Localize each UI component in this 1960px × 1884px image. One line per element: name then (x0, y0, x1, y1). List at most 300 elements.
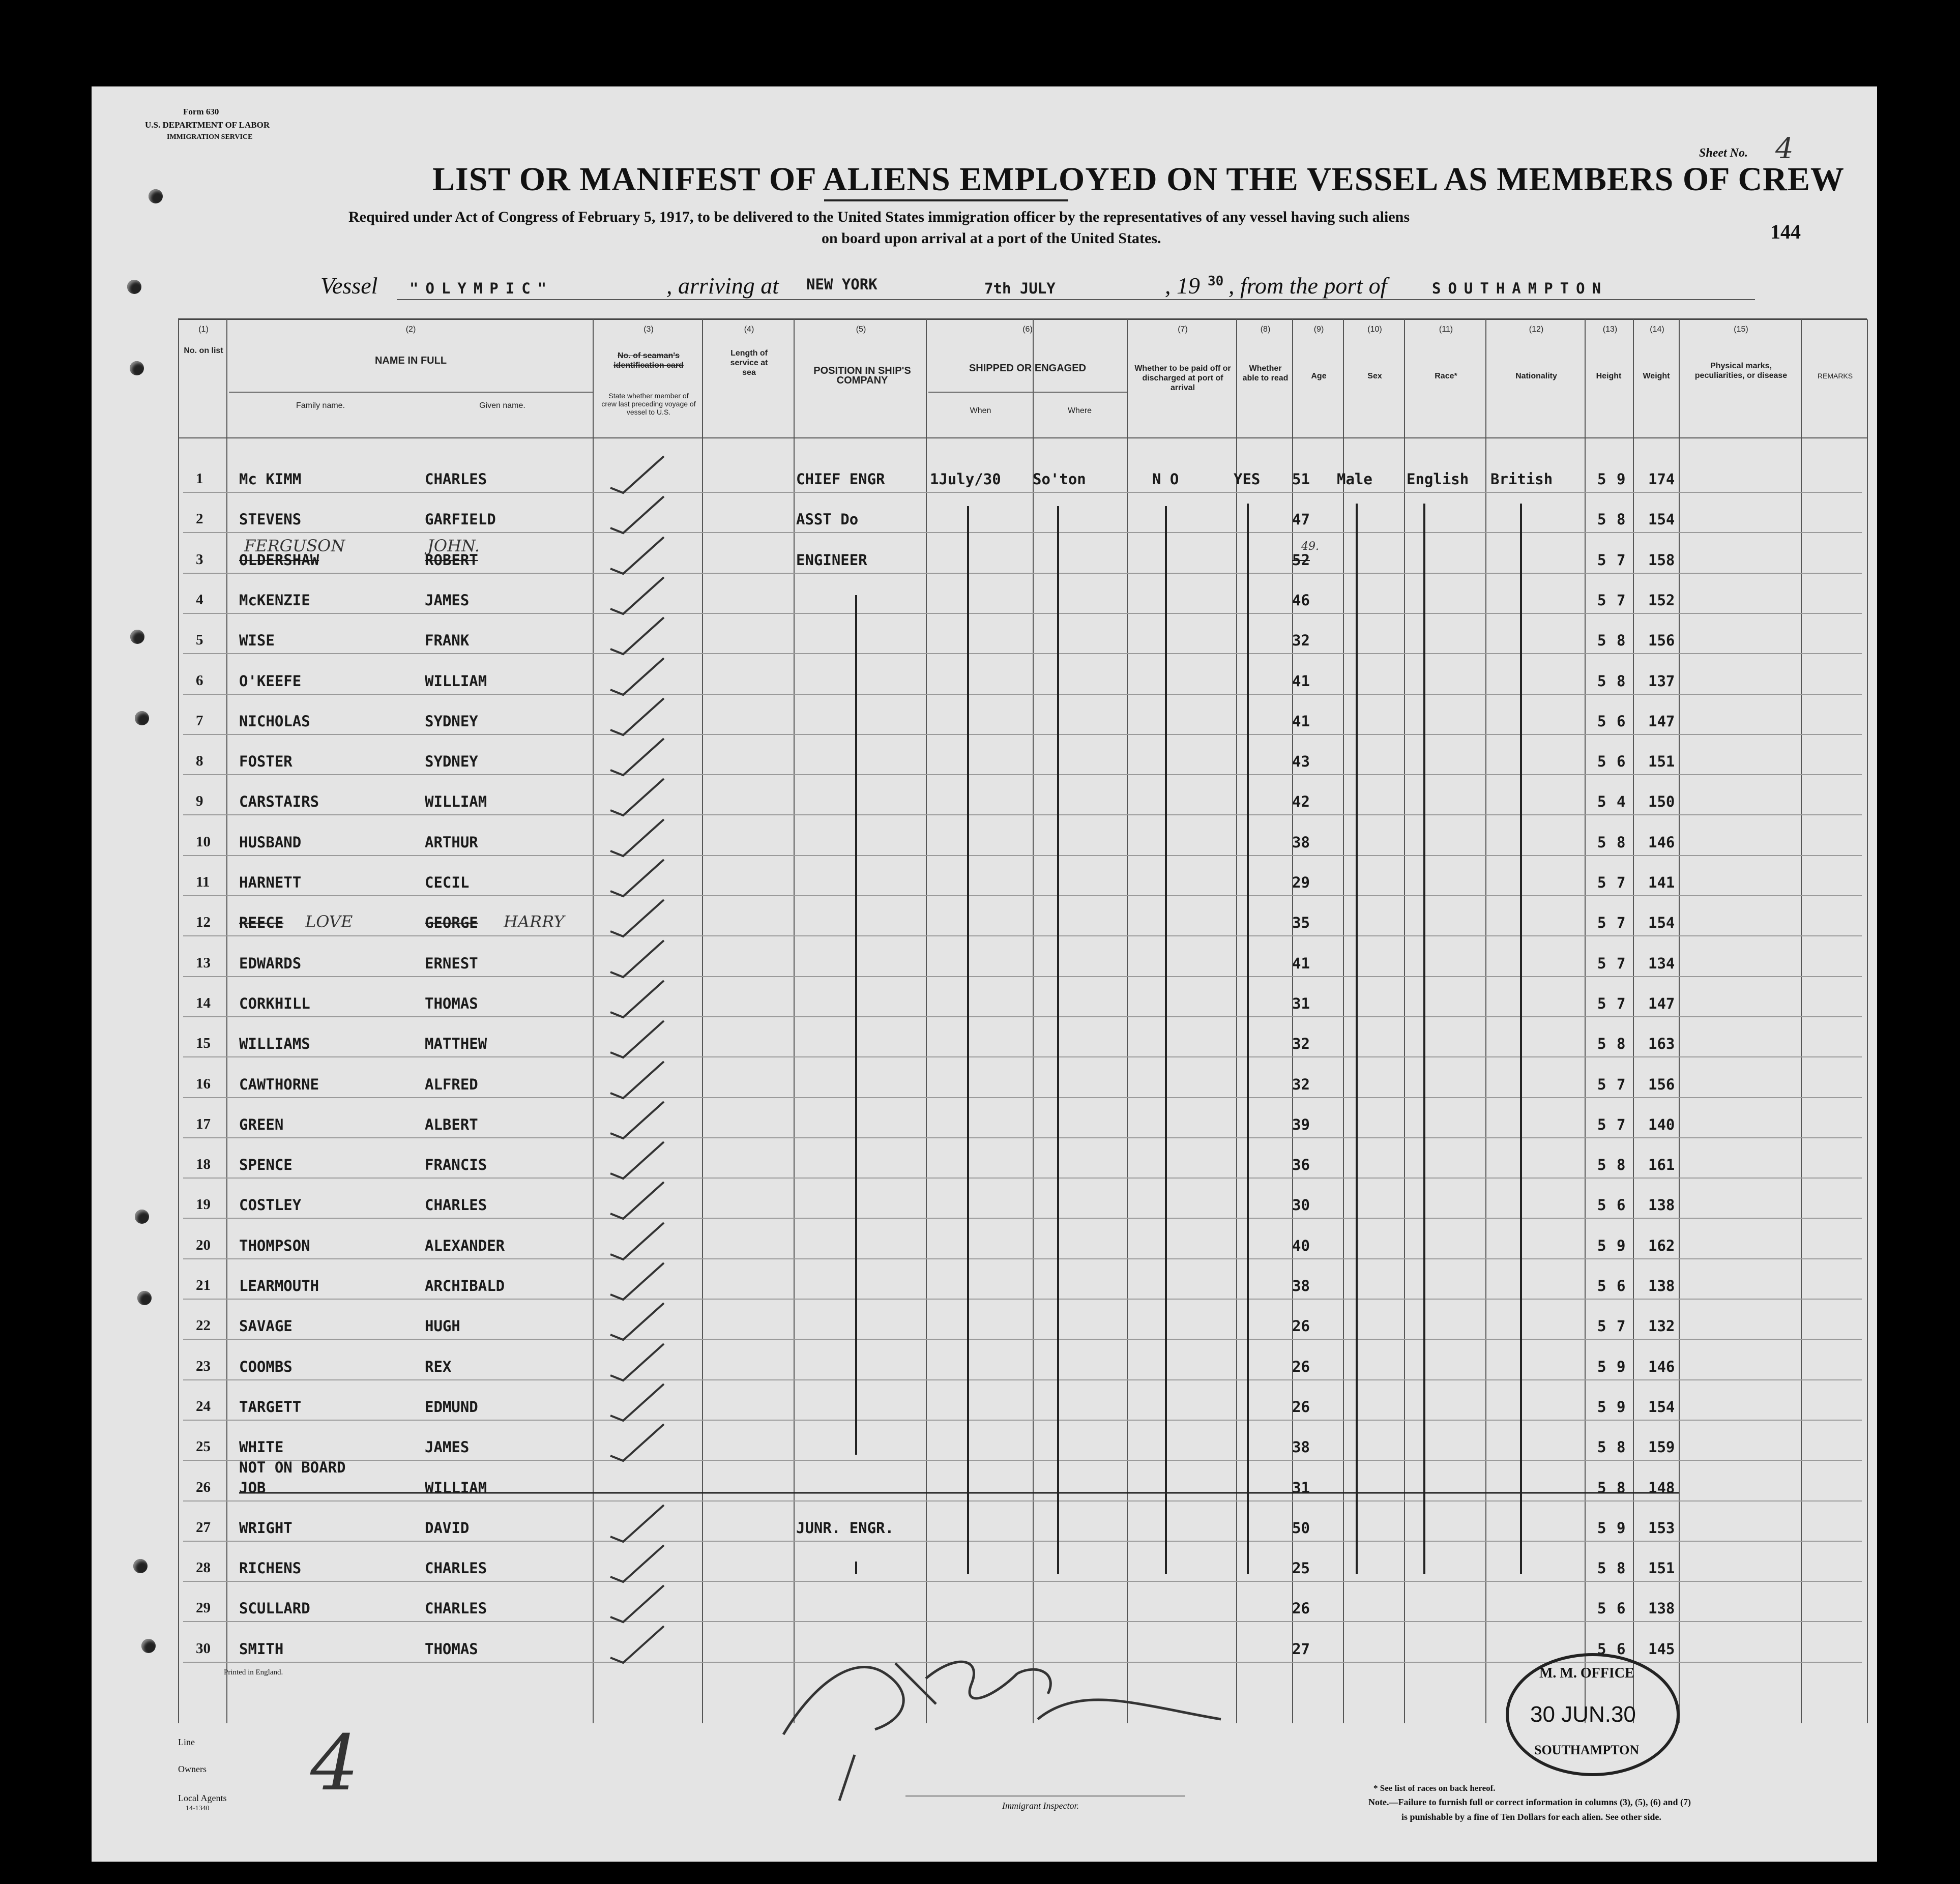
given-name: DAVID (425, 1519, 470, 1537)
height-inches: 6 (1617, 713, 1626, 730)
height-inches: 8 (1617, 1479, 1626, 1496)
age: 47 (1292, 511, 1310, 528)
weight: 138 (1648, 1600, 1675, 1617)
age: 42 (1292, 793, 1310, 810)
height-inches: 9 (1617, 1398, 1626, 1416)
row-number: 7 (196, 713, 203, 729)
family-name: WRIGHT (239, 1519, 292, 1537)
position: JUNR. ENGR. (796, 1519, 894, 1537)
weight: 147 (1648, 713, 1675, 730)
height-inches: 9 (1617, 1358, 1626, 1375)
row-number: 8 (196, 753, 203, 769)
weight: 156 (1648, 1076, 1675, 1093)
note-line-2: is punishable by a fine of Ten Dollars for each alien. See other side. (1401, 1812, 1661, 1822)
family-name: McKENZIE (239, 592, 310, 609)
family-name: CARSTAIRS (239, 793, 319, 810)
col2b-header: Given name. (479, 401, 525, 410)
family-name: FOSTER (239, 753, 292, 770)
weight: 154 (1648, 1398, 1675, 1416)
family-name: EDWARDS (239, 955, 302, 972)
given-name: CECIL (425, 874, 470, 891)
col9-num: (9) (1313, 325, 1324, 334)
race: English (1407, 470, 1469, 488)
weight: 161 (1648, 1156, 1675, 1173)
age: 31 (1292, 995, 1310, 1012)
height-inches: 8 (1617, 1035, 1626, 1052)
row-number: 18 (196, 1156, 211, 1172)
handwritten-given-correction: JOHN. (427, 536, 480, 555)
family-name: HARNETT (239, 874, 302, 891)
row-number: 3 (196, 551, 203, 568)
stamp-top: M. M. OFFICE (1539, 1665, 1634, 1681)
given-name: WILLIAM (425, 672, 487, 690)
given-name: GARFIELD (425, 511, 496, 528)
age: 41 (1292, 955, 1310, 972)
given-name: THOMAS (425, 1640, 478, 1658)
col6b-header: Where (1067, 406, 1092, 415)
weight: 138 (1648, 1277, 1675, 1294)
height-inches: 6 (1617, 1277, 1626, 1294)
col8-num: (8) (1260, 325, 1271, 334)
row-number: 13 (196, 955, 211, 971)
arriving-label: , arriving at (666, 273, 779, 299)
handwritten-family-correction: FERGUSON (244, 536, 345, 555)
age: 26 (1292, 1317, 1310, 1335)
handwritten-family-correction: LOVE (305, 912, 353, 931)
row-number: 22 (196, 1317, 211, 1334)
family-name: RICHENS (239, 1559, 302, 1577)
age: 31 (1292, 1479, 1310, 1496)
col10-header: Sex (1367, 372, 1382, 380)
col15-header: Physical marks, peculiarities, or disease (1694, 362, 1788, 380)
height-feet: 5 (1597, 1156, 1606, 1173)
family-name: COSTLEY (239, 1196, 302, 1214)
check-mark (610, 1182, 664, 1219)
row-number: 11 (196, 874, 210, 890)
age: 52 (1292, 551, 1310, 569)
owners-label: Owners (178, 1764, 207, 1774)
family-name: COOMBS (239, 1358, 292, 1375)
age: 51 (1292, 470, 1310, 488)
check-mark (610, 1585, 664, 1622)
height-inches: 7 (1617, 874, 1626, 891)
weight: 154 (1648, 511, 1675, 528)
height-inches: 4 (1617, 793, 1626, 810)
check-mark (610, 698, 664, 735)
age: 50 (1292, 1519, 1310, 1537)
line-label: Line (178, 1737, 195, 1747)
weight: 153 (1648, 1519, 1675, 1537)
given-name: GEORGE (425, 914, 478, 931)
age: 36 (1292, 1156, 1310, 1173)
height-feet: 5 (1597, 1196, 1606, 1214)
binder-hole (130, 361, 144, 375)
row-number: 4 (196, 592, 203, 608)
check-mark (610, 537, 664, 574)
check-mark (610, 1062, 664, 1098)
col13-num: (13) (1602, 325, 1618, 334)
row-number: 30 (196, 1640, 211, 1657)
height-inches: 8 (1617, 672, 1626, 690)
col13-header: Height (1596, 372, 1622, 380)
row-number: 15 (196, 1035, 211, 1051)
family-name: SMITH (239, 1640, 284, 1658)
height-inches: 8 (1617, 632, 1626, 649)
col6a-header: When (970, 406, 991, 415)
handwritten-age-correction: 49. (1301, 540, 1319, 553)
age: 35 (1292, 914, 1310, 931)
col8-header: Whether able to read (1242, 364, 1289, 382)
age: 26 (1292, 1398, 1310, 1416)
height-inches: 9 (1617, 1237, 1626, 1254)
check-mark (610, 1263, 664, 1300)
given-name: CHARLES (425, 1600, 487, 1617)
height-inches: 7 (1617, 914, 1626, 931)
col4-header: Length of service at sea (730, 349, 768, 377)
height-feet: 5 (1597, 1479, 1606, 1496)
binder-hole (130, 630, 144, 644)
age: 25 (1292, 1559, 1310, 1577)
height-feet: 5 (1597, 713, 1606, 730)
binder-hole (133, 1559, 148, 1573)
subtitle-line-2: on board upon arrival at a port of the United States. (822, 230, 1161, 247)
row-number: 10 (196, 834, 211, 850)
height-inches: 7 (1617, 592, 1626, 609)
family-name: HUSBAND (239, 834, 302, 851)
weight: 174 (1648, 470, 1675, 488)
height-feet: 5 (1597, 592, 1606, 609)
height-feet: 5 (1597, 1237, 1606, 1254)
position: ASST Do (796, 511, 859, 528)
family-name: WISE (239, 632, 275, 649)
inspector-label: Immigrant Inspector. (1002, 1801, 1079, 1811)
family-name: WHITE (239, 1438, 284, 1456)
family-name: LEARMOUTH (239, 1277, 319, 1294)
able-to-read: YES (1234, 470, 1261, 488)
age: 38 (1292, 1277, 1310, 1294)
family-name: WILLIAMS (239, 1035, 310, 1052)
height-feet: 5 (1597, 1398, 1606, 1416)
family-name: Mc KIMM (239, 470, 302, 488)
handwritten-given-correction: HARRY (504, 912, 565, 931)
weight: 151 (1648, 753, 1675, 770)
height-feet: 5 (1597, 1076, 1606, 1093)
given-name: REX (425, 1358, 452, 1375)
weight: 154 (1648, 914, 1675, 931)
printed-in: Printed in England. (224, 1668, 283, 1676)
given-name: ARCHIBALD (425, 1277, 505, 1294)
family-name: O'KEEFE (239, 672, 302, 690)
agents-label: Local Agents (178, 1793, 227, 1803)
vessel-name: "OLYMPIC" (409, 280, 554, 297)
given-name: SYDNEY (425, 753, 478, 770)
weight: 145 (1648, 1640, 1675, 1658)
subtitle-line-1: Required under Act of Congress of February 5, 1917, to be delivered to the United States immigration officer by the representatives of any vessel having such aliens (348, 209, 1410, 225)
weight: 151 (1648, 1559, 1675, 1577)
check-mark (610, 900, 664, 936)
position: CHIEF ENGR (796, 470, 885, 488)
height-inches: 7 (1617, 1317, 1626, 1335)
family-name: SAVAGE (239, 1317, 292, 1335)
family-name: NICHOLAS (239, 713, 310, 730)
height-feet: 5 (1597, 1277, 1606, 1294)
from-port-label: , from the port of (1228, 273, 1387, 299)
age: 27 (1292, 1640, 1310, 1658)
given-name: SYDNEY (425, 713, 478, 730)
check-mark (610, 779, 664, 815)
age: 29 (1292, 874, 1310, 891)
office-stamp (1506, 1653, 1680, 1776)
check-mark (610, 1424, 664, 1461)
binder-hole (127, 280, 141, 294)
handwritten-four: 4 (310, 1719, 359, 1808)
agents-ref: 14-1340 (186, 1805, 210, 1812)
row-number: 2 (196, 511, 203, 527)
position: ENGINEER (796, 551, 867, 569)
height-feet: 5 (1597, 1600, 1606, 1617)
row-number: 25 (196, 1438, 211, 1455)
height-feet: 5 (1597, 511, 1606, 528)
height-inches: 7 (1617, 995, 1626, 1012)
height-inches: 8 (1617, 511, 1626, 528)
col11-num: (11) (1439, 325, 1453, 334)
col2-num: (2) (405, 325, 416, 334)
height-inches: 7 (1617, 955, 1626, 972)
family-name: SCULLARD (239, 1600, 310, 1617)
age: 43 (1292, 753, 1310, 770)
check-mark (610, 1303, 664, 1340)
given-name: ALFRED (425, 1076, 478, 1093)
weight: 146 (1648, 1358, 1675, 1375)
row-number: 23 (196, 1358, 211, 1374)
height-feet: 5 (1597, 1116, 1606, 1133)
check-mark (610, 739, 664, 775)
col7-num: (7) (1178, 325, 1188, 334)
height-inches: 7 (1617, 1076, 1626, 1093)
weight: 132 (1648, 1317, 1675, 1335)
arrival-port: NEW YORK (806, 276, 877, 293)
weight: 152 (1648, 592, 1675, 609)
weight: 137 (1648, 672, 1675, 690)
given-name: EDMUND (425, 1398, 478, 1416)
age: 30 (1292, 1196, 1310, 1214)
given-name: CHARLES (425, 470, 487, 488)
given-name: ALEXANDER (425, 1237, 505, 1254)
height-feet: 5 (1597, 1358, 1606, 1375)
departure-port: SOUTHAMPTON (1432, 280, 1608, 297)
height-feet: 5 (1597, 1438, 1606, 1456)
height-feet: 5 (1597, 672, 1606, 690)
height-feet: 5 (1597, 1317, 1606, 1335)
given-name: WILLIAM (425, 793, 487, 810)
row-number: 6 (196, 672, 203, 689)
height-inches: 6 (1617, 1640, 1626, 1658)
check-mark (610, 1626, 664, 1663)
height-feet: 5 (1597, 1559, 1606, 1577)
row-number: 29 (196, 1600, 211, 1616)
col10-num: (10) (1367, 325, 1382, 334)
check-mark (610, 577, 664, 614)
family-name: OLDERSHAW (239, 551, 319, 569)
check-mark (610, 1505, 664, 1542)
age: 41 (1292, 713, 1310, 730)
col1-header: No. on list (184, 346, 223, 355)
col6-header: SHIPPED OR ENGAGED (969, 363, 1087, 374)
age: 39 (1292, 1116, 1310, 1133)
col16-header: REMARKS (1817, 372, 1853, 380)
row-number: 12 (196, 914, 211, 930)
given-name: JAMES (425, 1438, 470, 1456)
check-mark (610, 981, 664, 1017)
check-mark (610, 617, 664, 654)
height-inches: 7 (1617, 1116, 1626, 1133)
given-name: WILLIAM (425, 1479, 487, 1496)
row-number: 28 (196, 1559, 211, 1576)
height-feet: 5 (1597, 874, 1606, 891)
height-inches: 9 (1617, 470, 1626, 488)
row-number: 19 (196, 1196, 211, 1213)
family-name: THOMPSON (239, 1237, 310, 1254)
sheet-number: 4 (1775, 132, 1794, 165)
weight: 156 (1648, 632, 1675, 649)
check-mark (610, 456, 664, 493)
paid-off: N O (1152, 470, 1179, 488)
col12-num: (12) (1529, 325, 1544, 334)
height-feet: 5 (1597, 995, 1606, 1012)
age: 38 (1292, 834, 1310, 851)
given-name: CHARLES (425, 1196, 487, 1214)
col7-header: Whether to be paid off or discharged at port of arrival (1134, 364, 1231, 392)
given-name: THOMAS (425, 995, 478, 1012)
manifest-sheet (92, 86, 1877, 1862)
height-feet: 5 (1597, 1035, 1606, 1052)
stamp-bottom: SOUTHAMPTON (1534, 1743, 1640, 1757)
height-feet: 5 (1597, 632, 1606, 649)
given-name: JAMES (425, 592, 470, 609)
service: IMMIGRATION SERVICE (167, 133, 253, 141)
row-number: 20 (196, 1237, 211, 1253)
row-number: 9 (196, 793, 203, 809)
age: 32 (1292, 1076, 1310, 1093)
col1-num: (1) (198, 325, 209, 334)
shipped-where: So'ton (1033, 470, 1086, 488)
weight: 134 (1648, 955, 1675, 972)
row-number: 16 (196, 1076, 211, 1092)
arrival-date: 7th JULY (984, 280, 1056, 297)
row-number: 17 (196, 1116, 211, 1132)
given-name: FRANK (425, 632, 470, 649)
height-inches: 6 (1617, 1600, 1626, 1617)
age: 26 (1292, 1358, 1310, 1375)
weight: 163 (1648, 1035, 1675, 1052)
height-feet: 5 (1597, 1640, 1606, 1658)
family-name: GREEN (239, 1116, 284, 1133)
height-inches: 6 (1617, 1196, 1626, 1214)
department: U.S. DEPARTMENT OF LABOR (145, 120, 270, 130)
family-name: SPENCE (239, 1156, 292, 1173)
family-name: CAWTHORNE (239, 1076, 319, 1093)
col6-num: (6) (1022, 325, 1033, 334)
weight: 147 (1648, 995, 1675, 1012)
height-inches: 8 (1617, 834, 1626, 851)
given-name: HUGH (425, 1317, 460, 1335)
given-name: FRANCIS (425, 1156, 487, 1173)
weight: 140 (1648, 1116, 1675, 1133)
col4-num: (4) (744, 325, 754, 334)
row-number: 1 (196, 470, 203, 487)
check-mark (610, 496, 664, 533)
check-mark (610, 1344, 664, 1380)
height-feet: 5 (1597, 914, 1606, 931)
binder-hole (141, 1639, 156, 1653)
form-number: Form 630 (183, 107, 219, 116)
weight: 159 (1648, 1438, 1675, 1456)
row-number: 26 (196, 1479, 211, 1495)
age: 32 (1292, 1035, 1310, 1052)
col14-num: (14) (1650, 325, 1664, 334)
check-mark (610, 1021, 664, 1057)
age: 38 (1292, 1438, 1310, 1456)
weight: 158 (1648, 551, 1675, 569)
year-suffix: 30 (1208, 274, 1224, 289)
weight: 148 (1648, 1479, 1675, 1496)
manifest-title: LIST OR MANIFEST OF ALIENS EMPLOYED ON THE VESSEL AS MEMBERS OF CREW (432, 161, 1845, 198)
family-name: REECE (239, 914, 284, 931)
given-name: ERNEST (425, 955, 478, 972)
age: 41 (1292, 672, 1310, 690)
col3-struck-header: No. of seaman's identification card (613, 351, 684, 370)
sex: Male (1337, 470, 1372, 488)
binder-hole (137, 1291, 152, 1305)
nationality: British (1490, 470, 1553, 488)
age: 40 (1292, 1237, 1310, 1254)
weight: 150 (1648, 793, 1675, 810)
height-inches: 8 (1617, 1438, 1626, 1456)
check-mark (610, 940, 664, 977)
col5-num: (5) (856, 325, 866, 334)
col12-header: Nationality (1515, 372, 1557, 380)
stamp-date: 30 JUN.30 (1530, 1702, 1636, 1727)
age: 26 (1292, 1600, 1310, 1617)
family-name: JOB (239, 1479, 266, 1496)
family-name: TARGETT (239, 1398, 302, 1416)
height-inches: 6 (1617, 753, 1626, 770)
height-feet: 5 (1597, 470, 1606, 488)
check-mark (610, 1545, 664, 1582)
weight: 162 (1648, 1237, 1675, 1254)
height-inches: 8 (1617, 1156, 1626, 1173)
given-name: ALBERT (425, 1116, 478, 1133)
age: 32 (1292, 632, 1310, 649)
row-number: 21 (196, 1277, 211, 1293)
shipped-when: 1July/30 (930, 470, 1001, 488)
height-feet: 5 (1597, 753, 1606, 770)
page-number: 144 (1770, 220, 1801, 243)
races-note: * See list of races on back hereof. (1373, 1783, 1496, 1793)
ditto-marks (92, 86, 1877, 1862)
sheet-label: Sheet No. (1699, 146, 1748, 160)
check-mark (610, 819, 664, 856)
height-feet: 5 (1597, 834, 1606, 851)
given-name: MATTHEW (425, 1035, 487, 1052)
weight: 138 (1648, 1196, 1675, 1214)
col14-header: Weight (1643, 372, 1670, 380)
row-note: NOT ON BOARD (239, 1459, 346, 1476)
col2-header: NAME IN FULL (374, 355, 447, 366)
height-inches: 7 (1617, 551, 1626, 569)
row-number: 5 (196, 632, 203, 648)
signature (753, 1643, 1312, 1806)
